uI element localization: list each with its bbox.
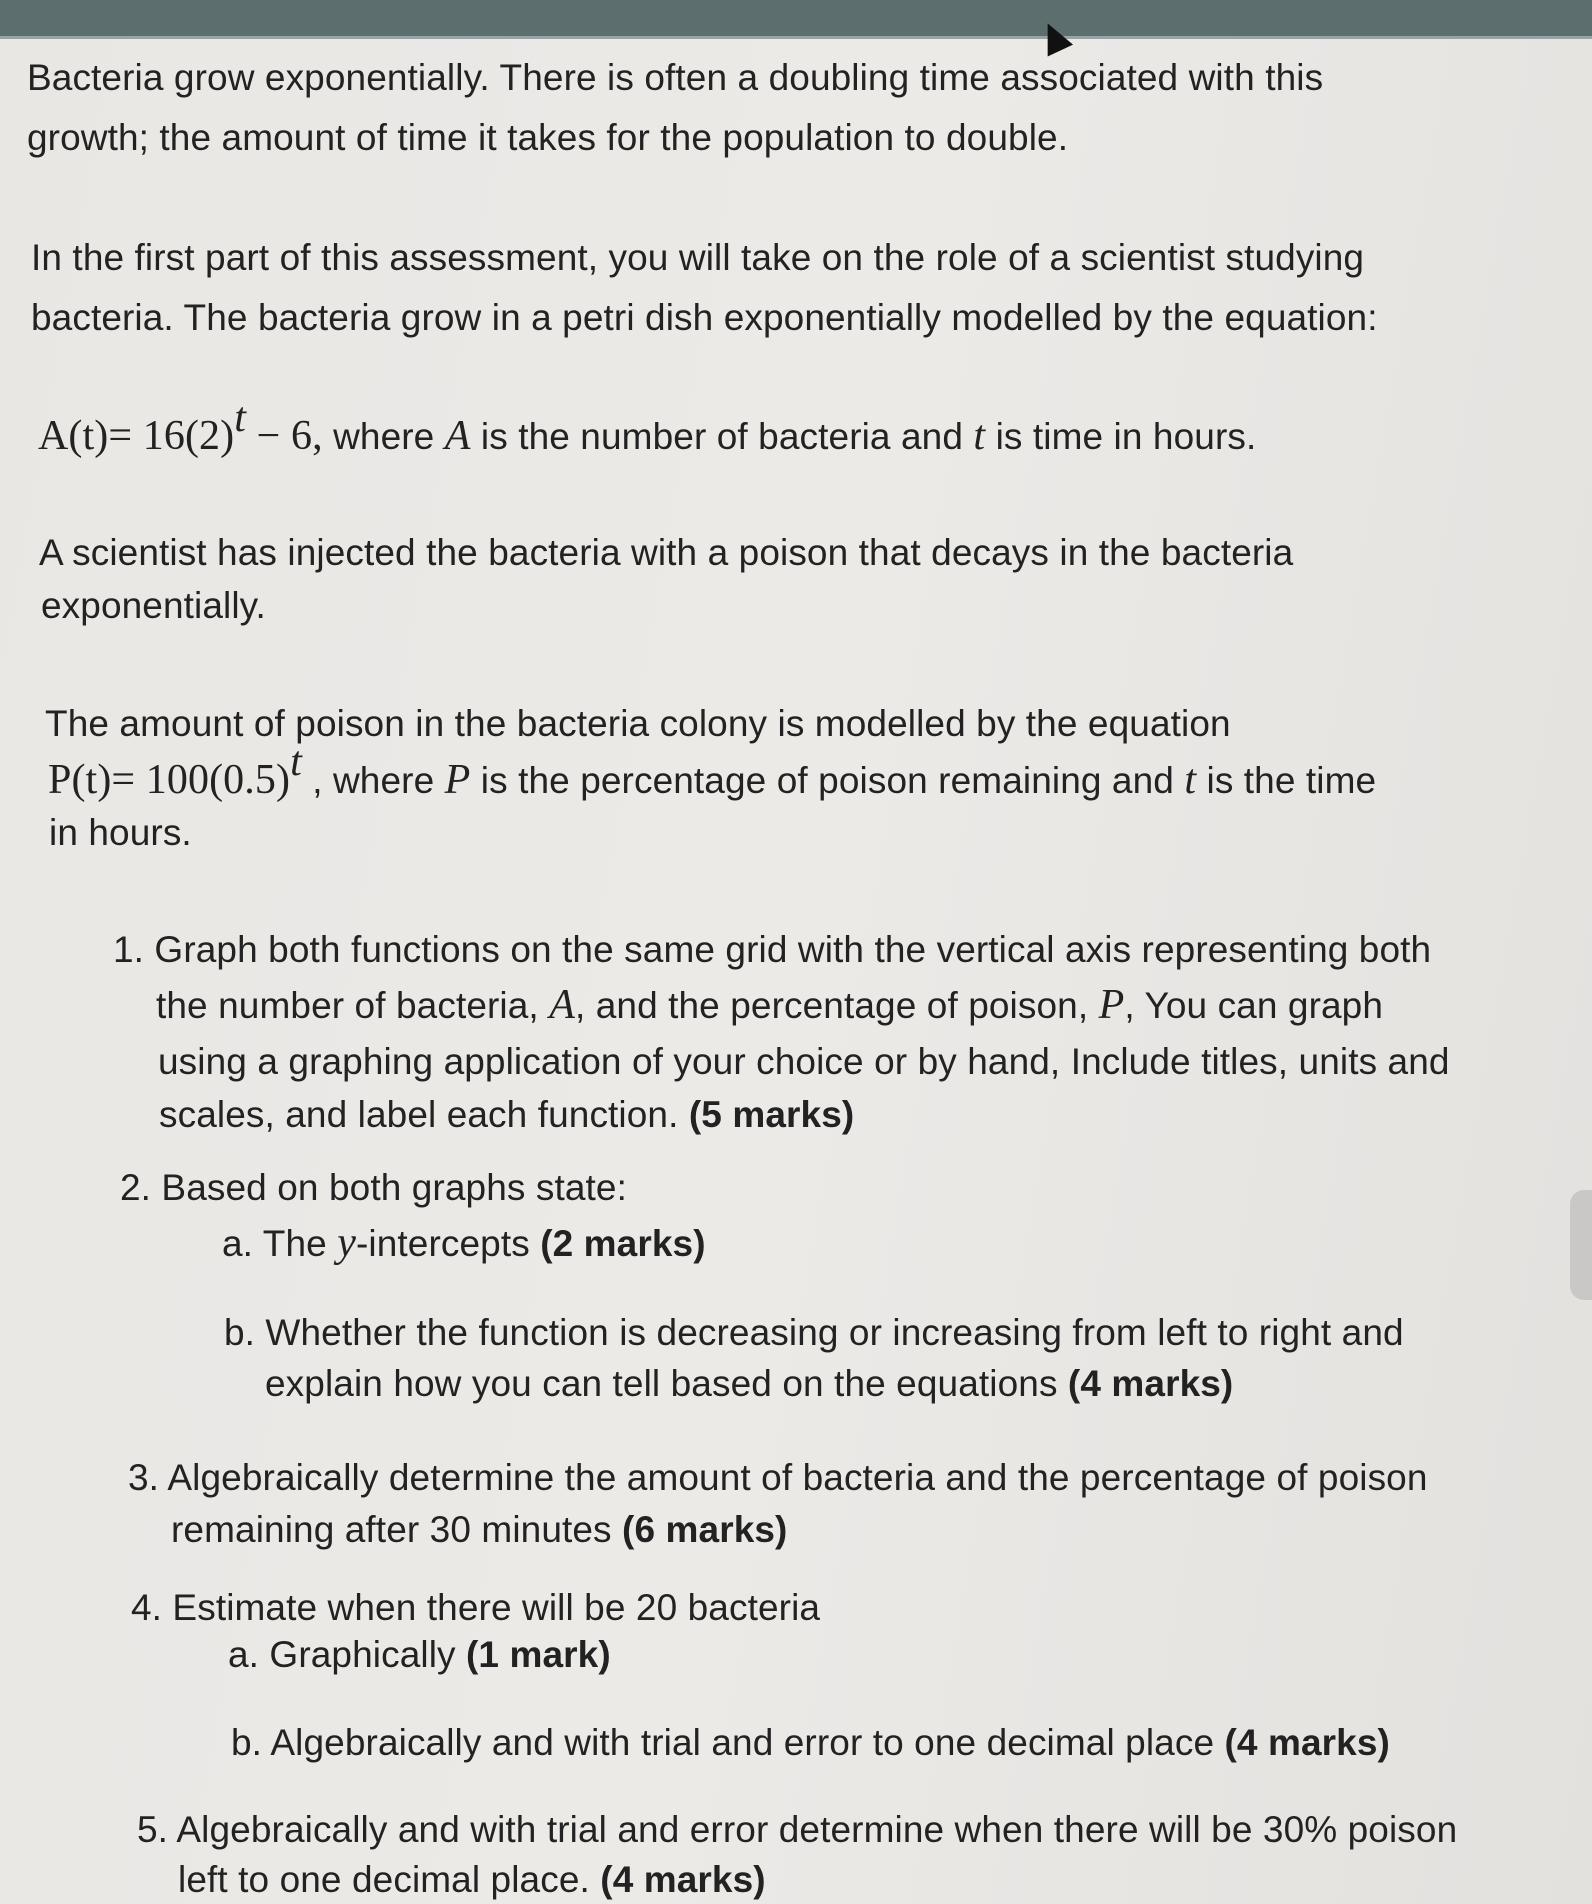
question-2b-line <box>265 1362 1233 1406</box>
question-3-line <box>171 1508 787 1552</box>
question-4: 4. Estimate when there will be 20 bacteria <box>131 1587 821 1628</box>
question-3: 3. Algebraically determine the amount of bacteria and the percentage of poison <box>128 1457 1428 1498</box>
variable: P <box>444 757 471 803</box>
text: is the time <box>1196 760 1377 801</box>
question-4a <box>228 1633 611 1677</box>
question-1-line <box>156 983 1383 1028</box>
variable: t <box>973 413 986 459</box>
question-1-line: using a graphing application of your choice or by hand, Include titles, units and <box>158 1041 1450 1082</box>
text: where <box>322 416 445 457</box>
equation-a-rest: − 6, <box>246 413 323 459</box>
text: remaining after 30 minutes <box>171 1509 623 1550</box>
variable: P <box>1098 982 1125 1028</box>
text: , You can graph <box>1124 985 1384 1026</box>
text: a. Graphically <box>228 1634 466 1675</box>
marks: (4 marks) <box>600 1859 766 1900</box>
text: the number of bacteria, <box>156 985 550 1026</box>
question-1-line <box>159 1093 854 1137</box>
marks: (2 marks) <box>540 1223 706 1264</box>
question-5: 5. Algebraically and with trial and error determine when there will be 30% poison <box>137 1809 1458 1850</box>
question-1: 1. Graph both functions on the same grid with the vertical axis representing both <box>113 929 1432 970</box>
poison-intro-line: exponentially. <box>41 585 266 626</box>
variable: y <box>337 1220 356 1266</box>
equation-p-lhs: P(t)= 100(0.5) <box>48 757 291 803</box>
text: -intercepts <box>355 1223 541 1264</box>
text: is the percentage of poison remaining and <box>470 760 1185 801</box>
marks: (5 marks) <box>688 1094 855 1135</box>
intro-line: Bacteria grow exponentially. There is often a doubling time associated with this <box>27 57 1324 98</box>
marks: (6 marks) <box>622 1509 788 1550</box>
scrollbar[interactable] <box>1570 1190 1592 1300</box>
text: left to one decimal place. <box>178 1859 601 1900</box>
window-top-bar <box>0 0 1592 39</box>
question-2: 2. Based on both graphs state: <box>120 1167 627 1208</box>
text: , and the percentage of poison, <box>574 985 1099 1026</box>
part1-line: bacteria. The bacteria grow in a petri dish exponentially modelled by the equation: <box>31 297 1378 338</box>
part1-line: In the first part of this assessment, you will take on the role of a scientist studying <box>31 237 1365 278</box>
equation-a-lhs: A(t)= 16(2) <box>38 413 235 459</box>
marks: (4 marks) <box>1067 1363 1234 1404</box>
poison-model-line: The amount of poison in the bacteria colony is modelled by the equation <box>45 703 1231 744</box>
marks: (4 marks) <box>1224 1722 1390 1763</box>
poison-model-line: in hours. <box>49 812 192 853</box>
text: a. The <box>222 1223 338 1264</box>
equation-bacteria <box>38 395 1257 459</box>
equation-poison <box>48 739 1377 803</box>
question-5-line <box>178 1858 766 1902</box>
exponent: t <box>290 739 302 785</box>
exponent: t <box>234 395 247 441</box>
marks: (1 mark) <box>466 1634 611 1675</box>
variable: A <box>444 413 471 459</box>
question-4b <box>231 1721 1390 1765</box>
text: is time in hours. <box>985 416 1257 457</box>
text: , where <box>301 760 445 801</box>
text: b. Algebraically and with trial and error to one decimal place <box>231 1722 1225 1763</box>
intro-line: growth; the amount of time it takes for the population to double. <box>27 117 1069 158</box>
text: scales, and label each function. <box>159 1094 689 1135</box>
variable: t <box>1184 757 1197 803</box>
text: is the number of bacteria and <box>470 416 974 457</box>
question-2a <box>222 1221 706 1266</box>
text: explain how you can tell based on the equations <box>265 1363 1068 1404</box>
question-2b: b. Whether the function is decreasing or increasing from left to right and <box>224 1312 1404 1353</box>
poison-intro-line: A scientist has injected the bacteria with a poison that decays in the bacteria <box>39 532 1294 573</box>
variable: A <box>549 982 575 1028</box>
